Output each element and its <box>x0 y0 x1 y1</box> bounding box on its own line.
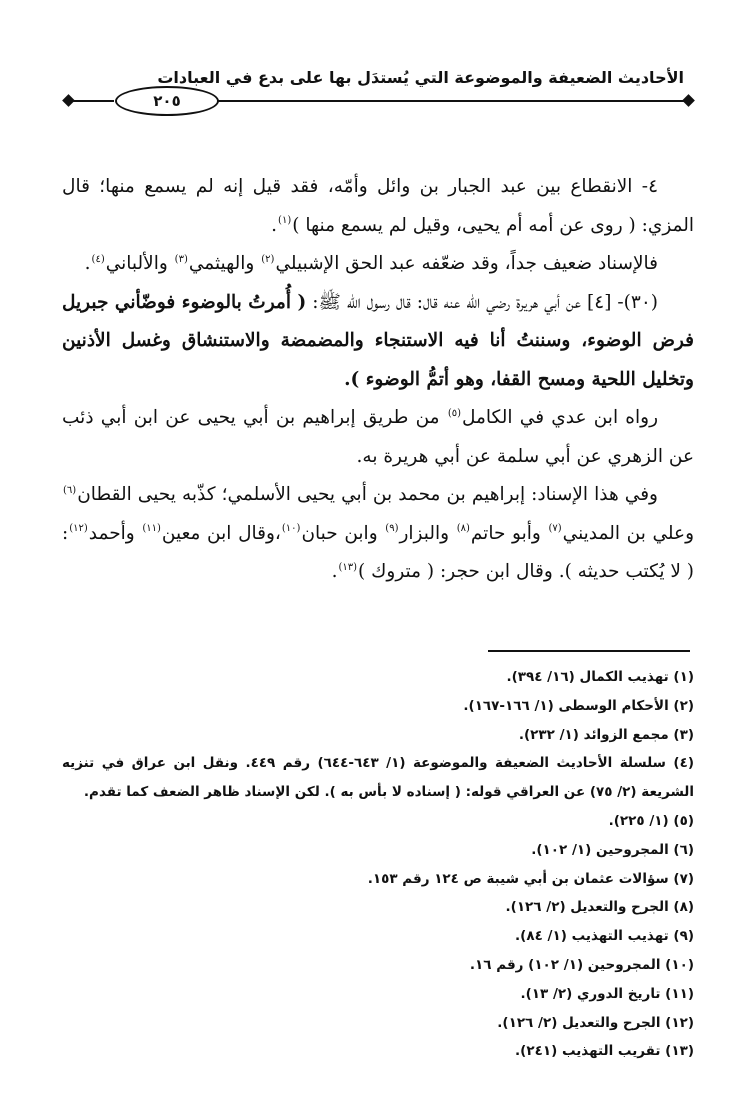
footnote-ref: (١٢) <box>69 523 88 535</box>
footnote-item: (٥) (١/ ٢٢٥). <box>608 812 694 829</box>
paragraph-text: والألباني <box>105 253 174 274</box>
footnote-ref: (١) <box>278 215 292 227</box>
footnotes <box>62 663 694 1066</box>
hadith-intro: (٣٠)- [٤] عن أبي هريرة رضي الله عنه قال: قال رسول الله ﷺ: <box>306 291 658 313</box>
footnote-ref: (١٠) <box>281 523 301 535</box>
paragraph-text: . <box>331 561 338 582</box>
paragraph-hadith-30 <box>62 284 694 400</box>
footnote-ref: (٥) <box>447 407 461 419</box>
footnote-ref: (٧) <box>548 523 562 535</box>
paragraph-text: وأحمد <box>88 522 142 544</box>
paragraph-text: من طريق إبراهيم بن أبي يحيى عن ابن أبي ذئب عن الزهري عن أبي سلمة عن أبي هريرة به. <box>62 407 694 467</box>
footnote-item: (٤) سلسلة الأحاديث الضعيفة والموضوعة (١/ ٦٤٣-٦٤٤) رقم ٤٤٩. ونقل ابن عراق في تنزيه الشريعة (٢/ ٧٥) عن العراقي قوله: ( إسناده لا بأس به ). لكن الإسناد ظاهر الضعف كما تقدم. <box>62 755 694 801</box>
footnote-item: (١) تهذيب الكمال (١٦/ ٣٩٤). <box>506 669 694 685</box>
footnote-item: (١٣) تقريب التهذيب (٢٤١). <box>515 1043 694 1060</box>
footnote-ref: (٤) <box>91 253 105 265</box>
paragraph-narrator-criticism <box>62 476 694 592</box>
paragraph-text: ٤- الانقطاع بين عبد الجبار بن وائل وأمّه، فقد قيل إنه لم يسمع منها؛ قال المزي: ( روى عن أمه أم يحيى، وقيل لم يسمع منها ) <box>62 176 694 236</box>
footnote-item: (٨) الجرح والتعديل (٢/ ١٢٦). <box>505 899 694 916</box>
paragraph-text: . <box>84 253 91 274</box>
hadith-text: ( أُمرتُ بالوضوء فوضّأني جبريل فرض الوضوء، وسننتُ أنا فيه الاستنجاء والمضمضة والاستنشاق وغسل الأذنين وتخليل اللحية ومسح القفا، وهو أتمُّ الوضوء ). <box>62 291 694 390</box>
header-rule-right <box>218 100 686 102</box>
footnote-item: (٦) المجروحين (١/ ١٠٢). <box>531 841 694 858</box>
footnote-ref: (٨) <box>456 523 470 535</box>
paragraph-text: والبزار <box>399 522 456 544</box>
paragraph-isnad-grade <box>62 245 694 284</box>
footnote-item: (١٠) المجروحين (١/ ١٠٢) رقم ١٦. <box>469 956 694 973</box>
footnote-item: (٩) تهذيب التهذيب (١/ ٨٤). <box>515 928 694 945</box>
header-diamond-right <box>682 94 695 107</box>
header-rule-left <box>72 100 114 102</box>
footnote-item: (٣) مجمع الزوائد (١/ ٢٣٢). <box>518 726 694 743</box>
footnote-ref: (٣) <box>174 253 188 265</box>
page-number: ٢٠٥ <box>115 86 219 116</box>
running-header-title: الأحاديث الضعيفة والموضوعة التي يُستدَل بها على بدع في العبادات <box>157 68 684 87</box>
footnote-item: (١٢) الجرح والتعديل (٢/ ١٢٦). <box>497 1014 694 1031</box>
paragraph-text: وأبو حاتم <box>470 522 548 544</box>
main-text <box>62 168 694 592</box>
paragraph-text: وفي هذا الإسناد: إبراهيم بن محمد بن أبي يحيى الأسلمي؛ كذّبه يحيى القطان <box>77 484 658 505</box>
paragraph-text: ،وقال ابن معين <box>161 522 281 544</box>
footnote-ref: (١٣) <box>338 561 358 573</box>
paragraph-text: رواه ابن عدي في الكامل <box>462 407 659 428</box>
footnote-ref: (٦) <box>63 484 77 496</box>
footnote-ref: (٩) <box>385 523 399 535</box>
footnote-separator <box>488 650 690 652</box>
footnote-ref: (٢) <box>261 253 275 265</box>
paragraph-takhrij <box>62 399 694 476</box>
paragraph-text: والهيثمي <box>188 253 261 274</box>
footnote-item: (٢) الأحكام الوسطى (١/ ١٦٦-١٦٧). <box>463 697 694 714</box>
footnote-ref: (١١) <box>142 523 161 535</box>
paragraph-text: وابن حبان <box>301 522 385 544</box>
paragraph-text: وعلي بن المديني <box>562 522 695 544</box>
paragraph-inqita: ٤- الانقطاع بين عبد الجبار بن وائل وأمّه، فقد قيل إنه لم يسمع منها؛ قال المزي: ( روى عن أمه أم يحيى، وقيل لم يسمع منها )$^{(١)}$. <box>62 176 694 236</box>
footnote-item: (٧) سؤالات عثمان بن أبي شيبة ص ١٢٤ رقم ١٥٣. <box>367 870 694 887</box>
paragraph-text: فالإسناد ضعيف جداً، وقد ضعّفه عبد الحق الإشبيلي <box>275 253 658 274</box>
footnote-item: (١١) تاريخ الدوري (٢/ ١٣). <box>520 985 694 1002</box>
paragraph-text: : ( لا يُكتب حديثه ). وقال ابن حجر: ( متروك ) <box>62 522 694 582</box>
